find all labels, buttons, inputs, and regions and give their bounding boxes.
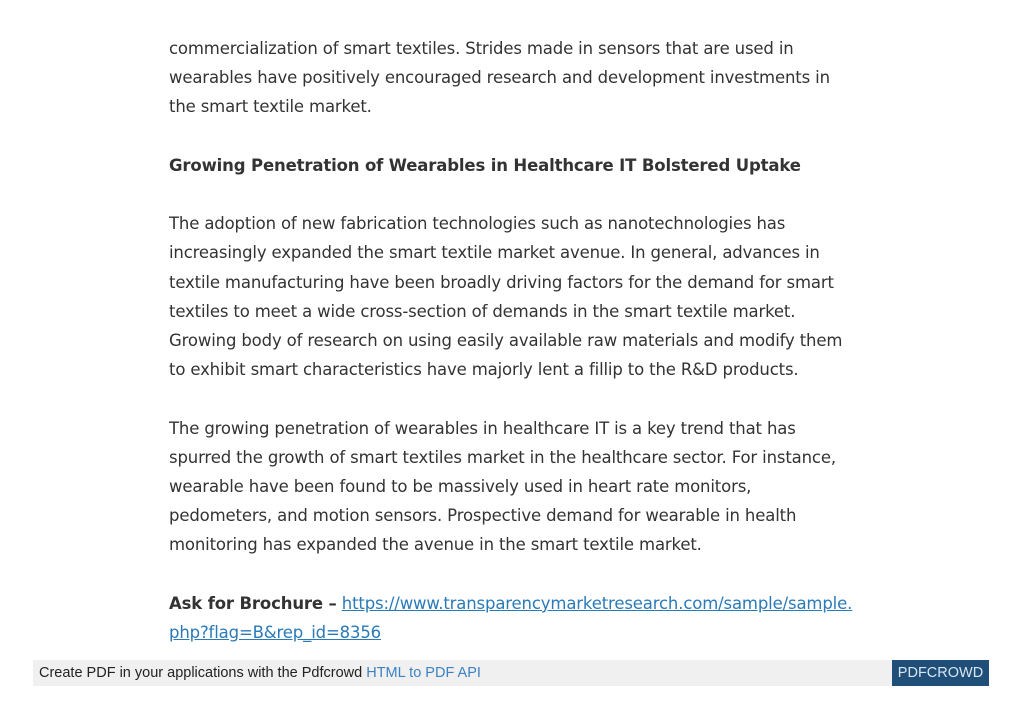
- brochure-label: Ask for Brochure –: [169, 593, 337, 613]
- footer-api-link[interactable]: HTML to PDF API: [366, 665, 481, 681]
- paragraph: The growing penetration of wearables in healthcare IT is a key trend that has spurred the growth of smart textiles market in the healthcare sector. For instance, wearable have been found to be massively used in heart rate monitors, pedometers, and motion sensors. Prospective demand for wearable in health monitoring has expanded the avenue in the smart textile market.: [169, 418, 836, 555]
- paragraph: The adoption of new fabrication technologies such as nanotechnologies has increasingly expanded the smart textile market avenue. In general, advances in textile manufacturing have been broadly driving factors for the demand for smart textiles to meet a wide cross-section of demands in the smart textile market. Growing body of research on using easily available raw materials and modify them to exhibit smart characteristics have majorly lent a fillip to the R&D products.: [169, 214, 843, 380]
- pdfcrowd-badge[interactable]: PDFCROWD: [892, 660, 989, 686]
- pdfcrowd-footer: [33, 660, 989, 686]
- section-heading: Growing Penetration of Wearables in Healthcare IT Bolstered Uptake: [169, 155, 801, 175]
- footer-text: Create PDF in your applications with the Pdfcrowd: [39, 665, 363, 681]
- brochure-line: [169, 589, 859, 647]
- brochure-link[interactable]: https://www.transparencymarketresearch.com/sample/sample.php?flag=B&rep_id=8356: [169, 593, 853, 642]
- paragraph: commercialization of smart textiles. Strides made in sensors that are used in wearables have positively encouraged research and development investments in the smart textile market.: [169, 39, 830, 117]
- article-body: [169, 34, 859, 676]
- footer-text-line: [39, 665, 481, 681]
